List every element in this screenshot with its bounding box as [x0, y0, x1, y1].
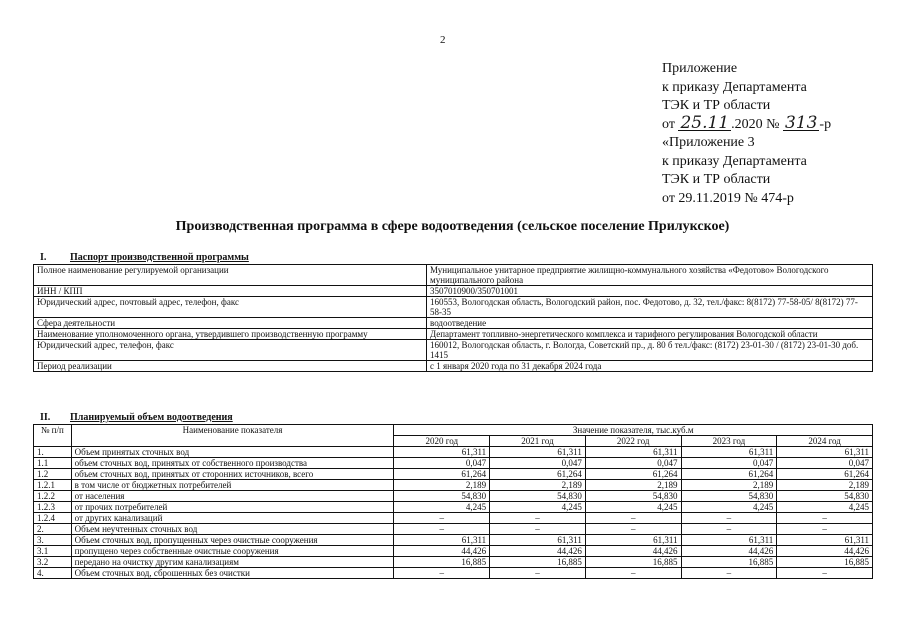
appendix-block: [662, 60, 831, 208]
passport-row: [34, 297, 873, 318]
row-value: 2,189: [585, 480, 681, 491]
row-value: 61,311: [394, 535, 490, 546]
row-number: 4.: [34, 568, 72, 579]
appendix-from: от: [662, 116, 675, 132]
row-value: –: [394, 568, 490, 579]
appendix-line: «Приложение 3: [662, 135, 755, 150]
passport-value: Департамент топливно-энергетического комплекса и тарифного регулирования Вологодской области: [427, 329, 873, 340]
row-value: 61,264: [585, 469, 681, 480]
col-name-header: Наименование показателя: [71, 425, 394, 447]
passport-key: Юридический адрес, телефон, факс: [34, 340, 427, 361]
volume-table: [33, 424, 873, 579]
row-value: 4,245: [681, 502, 777, 513]
volume-row: [34, 491, 873, 502]
row-value: 61,264: [490, 469, 586, 480]
passport-row: [34, 318, 873, 329]
volume-body: [34, 447, 873, 579]
row-value: 16,885: [394, 557, 490, 568]
row-name: Объем принятых сточных вод: [71, 447, 394, 458]
row-name: от прочих потребителей: [71, 502, 394, 513]
row-value: 61,311: [777, 535, 873, 546]
row-number: 3.1: [34, 546, 72, 557]
appendix-line: к приказу Департамента: [662, 79, 807, 95]
row-value: 61,311: [490, 535, 586, 546]
passport-value: 3507010900/350701001: [427, 286, 873, 297]
row-value: 4,245: [585, 502, 681, 513]
row-value: 61,311: [490, 447, 586, 458]
row-value: 16,885: [777, 557, 873, 568]
row-value: 61,311: [394, 447, 490, 458]
row-value: –: [490, 513, 586, 524]
row-name: объем сточных вод, принятых от сторонних источников, всего: [71, 469, 394, 480]
passport-row: [34, 286, 873, 297]
passport-row: [34, 340, 873, 361]
row-value: 54,830: [490, 491, 586, 502]
appendix-line: Приложение: [662, 61, 738, 76]
row-value: 0,047: [777, 458, 873, 469]
volume-row: [34, 546, 873, 557]
appendix-suffix: -р: [819, 116, 832, 132]
row-value: 61,311: [585, 535, 681, 546]
row-value: –: [777, 524, 873, 535]
row-value: 44,426: [777, 546, 873, 557]
row-number: 1.2.2: [34, 491, 72, 502]
col-number-header: № п/п: [34, 425, 72, 447]
section-1-heading: [40, 252, 249, 263]
passport-key: Сфера деятельности: [34, 318, 427, 329]
row-value: –: [777, 513, 873, 524]
appendix-line: ТЭК и ТР области: [662, 172, 771, 187]
passport-row: [34, 265, 873, 286]
section-title: Паспорт производственной программы: [70, 252, 249, 263]
page-number: 2: [440, 34, 446, 46]
passport-body: [34, 265, 873, 372]
row-value: 0,047: [585, 458, 681, 469]
row-value: –: [681, 568, 777, 579]
appendix-year: .2020 №: [731, 116, 780, 132]
volume-row: [34, 502, 873, 513]
row-number: 1.2.1: [34, 480, 72, 491]
row-name: от населения: [71, 491, 394, 502]
passport-value: Муниципальное унитарное предприятие жилищно-коммунального хозяйства «Федотово» Вологодского муниципального района: [427, 265, 873, 286]
row-number: 2.: [34, 524, 72, 535]
passport-key: Юридический адрес, почтовый адрес, телефон, факс: [34, 297, 427, 318]
passport-value: 160553, Вологодская область, Вологодский район, пос. Федотово, д. 32, тел./факс: 8(8172) 77-58-05/ 8(8172) 77-58-35: [427, 297, 873, 318]
row-value: 54,830: [394, 491, 490, 502]
passport-key: Наименование уполномоченного органа, утвердившего производственную программу: [34, 329, 427, 340]
row-value: 61,311: [777, 447, 873, 458]
appendix-line: от 29.11.2019 № 474-р: [662, 190, 794, 206]
volume-row: [34, 557, 873, 568]
volume-row: [34, 480, 873, 491]
row-value: –: [585, 568, 681, 579]
row-value: –: [681, 513, 777, 524]
row-number: 1.2.4: [34, 513, 72, 524]
row-value: 44,426: [394, 546, 490, 557]
row-value: 0,047: [490, 458, 586, 469]
appendix-line: ТЭК и ТР области: [662, 98, 771, 113]
passport-value: 160012, Вологодская область, г. Вологда, Советский пр., д. 80 б тел./факс: (8172) 23-01-30 / (8172) 23-01-30 доб. 1415: [427, 340, 873, 361]
col-group-header: Значение показателя, тыс.куб.м: [394, 425, 873, 436]
row-name: Объем неучтенных сточных вод: [71, 524, 394, 535]
row-name: от других канализаций: [71, 513, 394, 524]
row-value: –: [777, 568, 873, 579]
volume-row: [34, 458, 873, 469]
handwritten-date: 25.11: [680, 112, 730, 133]
row-value: 16,885: [585, 557, 681, 568]
passport-value: водоотведение: [427, 318, 873, 329]
volume-row: [34, 535, 873, 546]
row-value: –: [394, 513, 490, 524]
handwritten-number: 313: [784, 112, 818, 133]
section-number: II.: [40, 412, 51, 423]
row-value: 0,047: [394, 458, 490, 469]
row-name: в том числе от бюджетных потребителей: [71, 480, 394, 491]
row-name: объем сточных вод, принятых от собственного производства: [71, 458, 394, 469]
row-value: 54,830: [777, 491, 873, 502]
row-value: 2,189: [394, 480, 490, 491]
row-value: 61,264: [394, 469, 490, 480]
row-value: 44,426: [681, 546, 777, 557]
volume-header: [34, 425, 873, 447]
row-number: 3.2: [34, 557, 72, 568]
row-value: 0,047: [681, 458, 777, 469]
passport-row: [34, 361, 873, 372]
year-header: 2021 год: [490, 436, 586, 447]
passport-key: Полное наименование регулируемой организации: [34, 265, 427, 286]
row-name: пропущено через собственные очистные сооружения: [71, 546, 394, 557]
row-value: 44,426: [490, 546, 586, 557]
row-value: 4,245: [490, 502, 586, 513]
row-name: Объем сточных вод, сброшенных без очистки: [71, 568, 394, 579]
row-value: 4,245: [394, 502, 490, 513]
passport-key: Период реализации: [34, 361, 427, 372]
volume-row: [34, 513, 873, 524]
section-number: I.: [40, 252, 47, 263]
passport-table: [33, 264, 873, 372]
year-header: 2024 год: [777, 436, 873, 447]
row-value: 16,885: [490, 557, 586, 568]
row-number: 1.: [34, 447, 72, 458]
volume-row: [34, 469, 873, 480]
row-value: –: [490, 568, 586, 579]
row-value: –: [585, 513, 681, 524]
row-value: 54,830: [681, 491, 777, 502]
section-2-heading: [40, 412, 233, 423]
row-name: передано на очистку другим канализациям: [71, 557, 394, 568]
volume-row: [34, 447, 873, 458]
appendix-date-line: [662, 112, 832, 135]
row-number: 1.2.3: [34, 502, 72, 513]
row-value: 2,189: [681, 480, 777, 491]
volume-row: [34, 524, 873, 535]
row-value: 61,311: [681, 447, 777, 458]
year-header: 2020 год: [394, 436, 490, 447]
row-value: 61,311: [681, 535, 777, 546]
row-number: 1.1: [34, 458, 72, 469]
row-value: –: [585, 524, 681, 535]
document-title: Производственная программа в сфере водоотведения (сельское поселение Прилукское): [175, 219, 730, 234]
row-value: 4,245: [777, 502, 873, 513]
row-value: 44,426: [585, 546, 681, 557]
row-number: 1.2: [34, 469, 72, 480]
passport-row: [34, 329, 873, 340]
row-value: 54,830: [585, 491, 681, 502]
year-header: 2022 год: [585, 436, 681, 447]
row-value: –: [681, 524, 777, 535]
row-value: 61,264: [681, 469, 777, 480]
passport-value: с 1 января 2020 года по 31 декабря 2024 года: [427, 361, 873, 372]
volume-row: [34, 568, 873, 579]
row-value: 2,189: [490, 480, 586, 491]
row-value: 61,264: [777, 469, 873, 480]
row-value: 2,189: [777, 480, 873, 491]
appendix-line: к приказу Департамента: [662, 153, 807, 169]
row-value: –: [490, 524, 586, 535]
row-number: 3.: [34, 535, 72, 546]
section-title: Планируемый объем водоотведения: [70, 412, 233, 423]
row-value: 61,311: [585, 447, 681, 458]
row-value: –: [394, 524, 490, 535]
passport-key: ИНН / КПП: [34, 286, 427, 297]
year-header: 2023 год: [681, 436, 777, 447]
row-name: Объем сточных вод, пропущенных через очистные сооружения: [71, 535, 394, 546]
row-value: 16,885: [681, 557, 777, 568]
